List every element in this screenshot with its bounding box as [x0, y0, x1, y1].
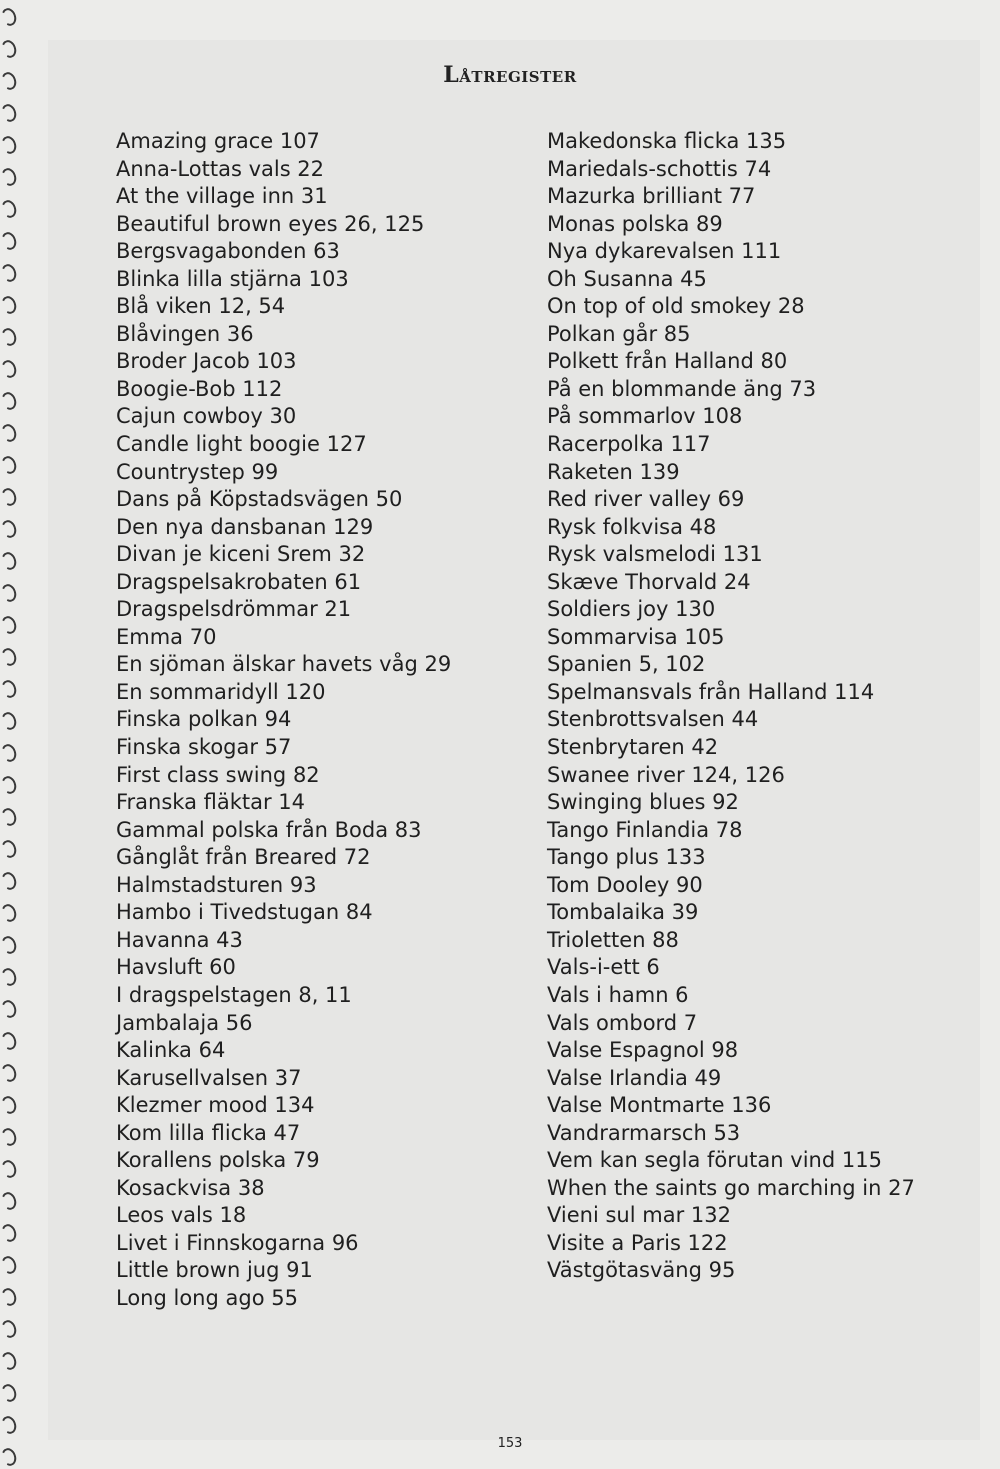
- index-entry: Vals-i-ett 6: [547, 955, 660, 980]
- index-entry: Monas polska 89: [547, 211, 723, 236]
- index-column-left: [116, 128, 451, 1313]
- spiral-binding: [0, 0, 22, 1469]
- index-entry: Spanien 5, 102: [547, 652, 706, 677]
- index-entry: Rysk folkvisa 48: [547, 514, 717, 539]
- spiral-ring: [0, 1062, 19, 1084]
- spiral-ring: [0, 38, 19, 60]
- spiral-ring: [0, 1158, 19, 1180]
- index-entry: Cajun cowboy 30: [116, 404, 297, 429]
- index-entry: Broder Jacob 103: [116, 349, 297, 374]
- index-entry: Havanna 43: [116, 927, 243, 952]
- index-entry: Finska skogar 57: [116, 735, 292, 760]
- index-entry: When the saints go marching in 27: [547, 1175, 915, 1200]
- index-entry: Tom Dooley 90: [547, 872, 703, 897]
- index-entry: Red river valley 69: [547, 487, 745, 512]
- index-entry: Tango Finlandia 78: [547, 817, 743, 842]
- index-entry: Stenbrottsvalsen 44: [547, 707, 759, 732]
- spiral-ring: [0, 454, 19, 476]
- index-entry: Korallens polska 79: [116, 1148, 320, 1173]
- spiral-ring: [0, 614, 19, 636]
- index-entry: Visite a Paris 122: [547, 1230, 728, 1255]
- index-entry: Polkan går 85: [547, 321, 691, 346]
- index-entry: Anna-Lottas vals 22: [116, 156, 325, 181]
- index-entry: Raketen 139: [547, 459, 680, 484]
- spiral-ring: [0, 358, 19, 380]
- spiral-ring: [0, 1286, 19, 1308]
- index-entry: Spelmansvals från Halland 114: [547, 679, 875, 704]
- index-entry: Divan je kiceni Srem 32: [116, 542, 366, 567]
- index-entry: Swinging blues 92: [547, 790, 739, 815]
- index-entry: Finska polkan 94: [116, 707, 292, 732]
- spiral-ring: [0, 1030, 19, 1052]
- index-entry: Bergsvagabonden 63: [116, 239, 340, 264]
- index-entry: Polkett från Halland 80: [547, 349, 788, 374]
- index-column-right: [547, 128, 915, 1285]
- spiral-ring: [0, 934, 19, 956]
- index-entry: Kom lilla flicka 47: [116, 1120, 301, 1145]
- spiral-ring: [0, 582, 19, 604]
- spiral-ring: [0, 966, 19, 988]
- spiral-ring: [0, 1382, 19, 1404]
- spiral-ring: [0, 262, 19, 284]
- spiral-ring: [0, 6, 19, 28]
- index-entry: Swanee river 124, 126: [547, 762, 785, 787]
- index-entry: Nya dykarevalsen 111: [547, 239, 782, 264]
- spiral-ring: [0, 1190, 19, 1212]
- index-entry: Jambalaja 56: [116, 1010, 253, 1035]
- index-entry: Oh Susanna 45: [547, 266, 707, 291]
- index-entry: Hambo i Tivedstugan 84: [116, 900, 373, 925]
- spiral-ring: [0, 166, 19, 188]
- index-entry: Long long ago 55: [116, 1285, 298, 1310]
- index-entry: Klezmer mood 134: [116, 1093, 315, 1118]
- index-entry: At the village inn 31: [116, 184, 328, 209]
- index-entry: Den nya dansbanan 129: [116, 514, 374, 539]
- index-entry: Skæve Thorvald 24: [547, 569, 751, 594]
- index-entry: I dragspelstagen 8, 11: [116, 982, 352, 1007]
- spiral-ring: [0, 1094, 19, 1116]
- index-entry: Valse Montmarte 136: [547, 1093, 772, 1118]
- index-entry: First class swing 82: [116, 762, 320, 787]
- index-entry: Tango plus 133: [547, 845, 706, 870]
- spiral-ring: [0, 870, 19, 892]
- index-entry: Sommarvisa 105: [547, 624, 725, 649]
- spiral-ring: [0, 134, 19, 156]
- index-entry: Kosackvisa 38: [116, 1175, 265, 1200]
- index-entry: Blinka lilla stjärna 103: [116, 266, 349, 291]
- spiral-ring: [0, 678, 19, 700]
- index-entry: Makedonska flicka 135: [547, 129, 787, 153]
- spiral-ring: [0, 806, 19, 828]
- index-entry: Emma 70: [116, 624, 217, 649]
- index-entry: Leos vals 18: [116, 1203, 247, 1228]
- spiral-ring: [0, 518, 19, 540]
- index-entry: På en blommande äng 73: [547, 376, 817, 401]
- index-entry: Dragspelsdrömmar 21: [116, 597, 352, 622]
- spiral-ring: [0, 1222, 19, 1244]
- index-entry: En sjöman älskar havets våg 29: [116, 652, 452, 677]
- spiral-ring: [0, 1126, 19, 1148]
- index-entry: Little brown jug 91: [116, 1258, 313, 1283]
- index-entry: Blå viken 12, 54: [116, 294, 286, 319]
- index-entry: Livet i Finnskogarna 96: [116, 1230, 359, 1255]
- spiral-ring: [0, 838, 19, 860]
- index-entry: Franska fläktar 14: [116, 790, 306, 815]
- index-entry: Vieni sul mar 132: [547, 1203, 731, 1228]
- index-entry: Trioletten 88: [547, 927, 679, 952]
- index-entry: Vem kan segla förutan vind 115: [547, 1148, 882, 1173]
- spiral-ring: [0, 1318, 19, 1340]
- spiral-ring: [0, 742, 19, 764]
- index-entry: Gammal polska från Boda 83: [116, 817, 422, 842]
- index-entry: Dans på Köpstadsvägen 50: [116, 487, 403, 512]
- page-title: Låtregister: [443, 62, 577, 88]
- index-entry: Beautiful brown eyes 26, 125: [116, 211, 425, 236]
- index-entry: På sommarlov 108: [547, 404, 743, 429]
- spiral-ring: [0, 422, 19, 444]
- index-entry: Soldiers joy 130: [547, 597, 716, 622]
- index-entry: Rysk valsmelodi 131: [547, 542, 763, 567]
- spiral-ring: [0, 1414, 19, 1436]
- index-entry: Countrystep 99: [116, 459, 279, 484]
- page-number: 153: [497, 1436, 523, 1451]
- spiral-ring: [0, 1254, 19, 1276]
- index-entry: Blåvingen 36: [116, 321, 254, 346]
- spiral-ring: [0, 390, 19, 412]
- index-entry: Vals ombord 7: [547, 1010, 698, 1035]
- index-entry: Kalinka 64: [116, 1038, 226, 1063]
- index-entry: Boogie-Bob 112: [116, 376, 283, 401]
- index-entry: Dragspelsakrobaten 61: [116, 569, 362, 594]
- index-entry: Valse Irlandia 49: [547, 1065, 722, 1090]
- index-entry: Mariedals-schottis 74: [547, 156, 772, 181]
- index-entry: Gånglåt från Breared 72: [116, 845, 371, 870]
- index-entry: En sommaridyll 120: [116, 679, 326, 704]
- index-entry: Valse Espagnol 98: [547, 1038, 739, 1063]
- spiral-ring: [0, 710, 19, 732]
- index-entry: Tombalaika 39: [547, 900, 699, 925]
- index-entry: Halmstadsturen 93: [116, 872, 317, 897]
- index-entry: Racerpolka 117: [547, 432, 711, 457]
- index-entry: Vandrarmarsch 53: [547, 1120, 741, 1145]
- spiral-ring: [0, 326, 19, 348]
- index-entry: Candle light boogie 127: [116, 432, 367, 457]
- index-entry: Västgötasväng 95: [547, 1258, 736, 1283]
- spiral-ring: [0, 646, 19, 668]
- index-entry: Amazing grace 107: [116, 129, 320, 153]
- index-entry: On top of old smokey 28: [547, 294, 805, 319]
- spiral-ring: [0, 902, 19, 924]
- spiral-ring: [0, 774, 19, 796]
- index-entry: Havsluft 60: [116, 955, 236, 980]
- spiral-ring: [0, 1350, 19, 1372]
- index-entry: Karusellvalsen 37: [116, 1065, 302, 1090]
- spiral-ring: [0, 294, 19, 316]
- spiral-ring: [0, 230, 19, 252]
- spiral-ring: [0, 102, 19, 124]
- index-entry: Vals i hamn 6: [547, 982, 689, 1007]
- spiral-ring: [0, 998, 19, 1020]
- spiral-ring: [0, 198, 19, 220]
- index-entry: Mazurka brilliant 77: [547, 184, 756, 209]
- spiral-ring: [0, 550, 19, 572]
- spiral-ring: [0, 486, 19, 508]
- index-entry: Stenbrytaren 42: [547, 735, 719, 760]
